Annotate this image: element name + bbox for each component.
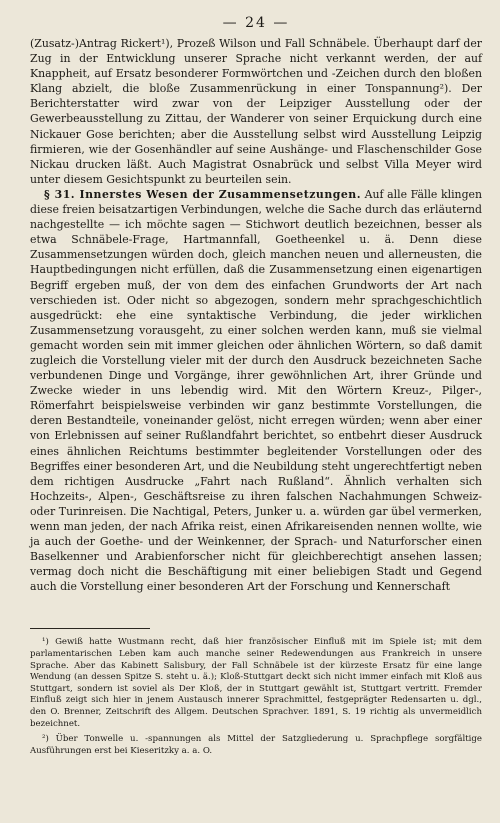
paragraph-section-31 xyxy=(30,187,482,595)
main-text xyxy=(30,36,482,594)
footnote-divider xyxy=(30,628,150,629)
section-text: Auf alle Fälle klingen diese freien beisatzartigen Verbindungen, welche die Sache durch das erläuternd nachgestellte — ich möchte sagen — Stichwort deutlich bezeichnen, besser als etwa Schnäbele-Frage, Hartmannfall, Goetheenkel u. ä. Denn diese Zusammensetzungen würden doch, gleich manchen neuen und allerneusten, die Hauptbedingungen nicht erfüllen, daß die Zusammensetzung einen eigenartigen Begriff ergeben muß, der von dem des einfachen Grundworts der Art nach verschieden ist. Oder nicht so abgezogen, sondern mehr sprachgeschichtlich ausgedrückt: ehe eine syntaktische Verbindung, die jeder wirklichen Zusammensetzung vorausgeht, zu einer solchen werden kann, muß sie vielmal gemacht worden sein mit immer gleichen oder ähnlichen Wörtern, so daß damit zugleich die Vorstellung vieler mit der durch den Ausdruck bezeichneten Sache verbundenen Dinge und Vorgänge, ihrer gewöhnlichen Art, ihrer Gründe und Zwecke wieder in uns lebendig wird. Mit den Wörtern Kreuz-, Pilger-, Römerfahrt beispielsweise verbinden wir ganz bestimmte Vorstellungen, die deren Bestandteile, voneinander gelöst, nicht erregen würden; wenn aber einer von Erlebnissen auf seiner Rußlandfahrt berichtet, so entbehrt dieser Ausdruck eines ähnlichen Reichtums bestimmter begleitender Vorstellungen oder des Begriffes einer besonderen Art, und die Neubildung steht ungerechtfertigt neben dem richtigen Ausdrucke „Fahrt nach Rußland“. Ähnlich verhalten sich Hochzeits-, Alpen-, Geschäftsreise zu ihren falschen Nachahmungen Schweiz- oder Turinreisen. Die Nachtigal, Peters, Junker u. a. würden gar übel vermerken, wenn man jeden, der nach Afrika reist, einen Afrikareisenden nennen wollte, wie ja auch der Goethe- und der Weinkenner, der Sprach- und Naturforscher einen Baselkenner und Arabienforscher nicht für gleichberechtigt ansehen lassen; vermag doch nicht die Beschäftigung mit einer beliebigen Stadt und Gegend auch die Vorstellung einer besonderen Art der Forschung und Kennerschaft xyxy=(30,187,482,594)
section-heading: § 31. Innerstes Wesen der Zusammensetzungen. xyxy=(44,187,362,201)
footnotes xyxy=(30,637,482,757)
page-number: — 24 — xyxy=(222,15,290,31)
footnote-2: ²) Über Tonwelle u. -spannungen als Mittel der Satzgliederung u. Sprachpflege sorgfältige Ausführungen erst bei Kieseritzky a. a. O. xyxy=(30,734,482,756)
footnote-1: ¹) Gewiß hatte Wustmann recht, daß hier französischer Einfluß mit im Spiele ist; mit dem parlamentarischen Leben kam auch manche seiner Redewendungen aus Frankreich in unsere Sprache. Aber das Kabinett Salisbury, der Fall Schnäbele ist der kürzeste Ersatz für eine lange Wendung (an dessen Spitze S. steht u. ä.); Kloß-Stuttgart deckt sich nicht immer einfach mit Kloß aus Stuttgart, sondern ist soviel als Der Kloß, der in Stuttgart gewählt ist, Stuttgart vertritt. Fremder Einfluß zeigt sich hier in jenem Austausch innerer Sprachmittel, festgeprägter Redensarten u. dgl., den O. Brenner, Zeitschrift des Allgem. Deutschen Sprachver. 1891, S. 19 richtig als unvermeidlich bezeichnet. xyxy=(30,637,482,729)
paragraph-continued: (Zusatz-)Antrag Rickert¹), Prozeß Wilson und Fall Schnäbele. Überhaupt darf der Zug in der Entwicklung unserer Sprache nicht verkannt werden, der auf Knappheit, auf Ersatz besonderer Formwörtchen und -Zeichen durch den bloßen Klang abzielt, die bloße Zusammenrückung in einer Tonspannung²). Der Berichterstatter wird zwar von der Leipziger Ausstellung oder der Gewerbeausstellung zu Zittau, der Wanderer von seiner Erquickung durch eine Nickauer Gose berichten; aber die Ausstellung selbst wird Ausstellung Leipzig firmieren, wie der Gosenhändler auf seine Aushänge- und Flaschenschilder Gose Nickau drucken läßt. Auch Magistrat Osnabrück und selbst Villa Meyer wird unter diesem Gesichtspunkt zu beurteilen sein. xyxy=(30,37,482,186)
